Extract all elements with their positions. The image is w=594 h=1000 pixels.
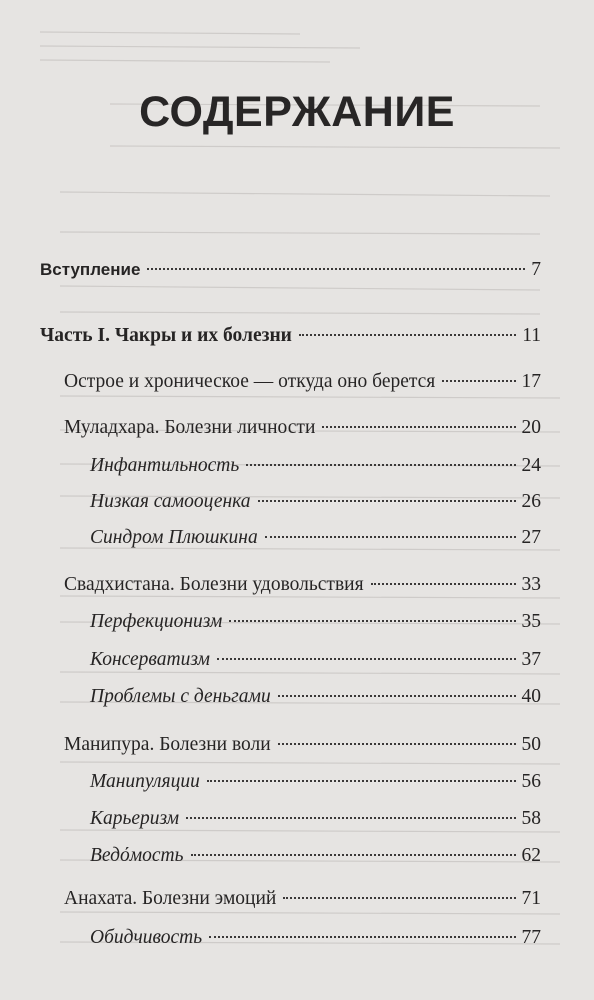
dot-leader <box>371 583 516 585</box>
toc-entry-page: 20 <box>521 417 541 438</box>
toc-entry-label: Острое и хроническое — откуда оно берется <box>64 371 436 392</box>
toc-entry-label: Свадхистана. Болезни удовольствия <box>64 574 364 595</box>
toc-entry-page: 11 <box>522 325 541 346</box>
toc-entry-perfectionism[interactable] <box>90 609 541 635</box>
toc-entry-part-1[interactable] <box>40 323 541 349</box>
toc-entry-page: 56 <box>521 771 541 792</box>
page-title: СОДЕРЖАНИЕ <box>139 88 455 136</box>
dot-leader <box>299 334 516 336</box>
dot-leader <box>322 426 515 428</box>
toc-entry-label: Манипуляции <box>90 771 200 792</box>
dot-leader <box>278 743 516 745</box>
toc-entry-manipulations[interactable] <box>90 769 541 795</box>
dot-leader <box>217 658 516 660</box>
toc-entry-label: Консерватизм <box>90 649 210 670</box>
dot-leader <box>265 536 516 538</box>
toc-entry-anahata[interactable] <box>64 886 541 912</box>
toc-entry-label: Низкая самооценка <box>90 491 251 512</box>
toc-entry-touchiness[interactable] <box>90 925 541 951</box>
toc-entry-page: 62 <box>521 845 541 866</box>
toc-entry-page: 71 <box>521 888 541 909</box>
dot-leader <box>442 380 515 382</box>
toc-entry-careerism[interactable] <box>90 806 541 832</box>
toc-entry-label: Часть I. Чакры и их болезни <box>40 325 292 346</box>
dot-leader <box>186 817 515 819</box>
dot-leader <box>283 897 515 899</box>
dot-leader <box>246 464 515 466</box>
toc-entry-page: 33 <box>521 574 541 595</box>
toc-entry-submissiveness[interactable] <box>90 843 541 869</box>
dot-leader <box>191 854 516 856</box>
toc-entry-page: 17 <box>521 371 541 392</box>
toc-entry-plyushkin-syndrome[interactable] <box>90 525 541 551</box>
toc-entry-page: 27 <box>521 527 541 548</box>
toc-entry-low-self-esteem[interactable] <box>90 489 541 515</box>
toc-entry-label: Вступление <box>40 260 141 279</box>
toc-entry-page: 24 <box>521 455 541 476</box>
dot-leader <box>278 695 516 697</box>
toc-entry-label: Муладхара. Болезни личности <box>64 417 316 438</box>
toc-entry-label: Анахата. Болезни эмоций <box>64 888 277 909</box>
toc-entry-money-problems[interactable] <box>90 684 541 710</box>
toc-entry-page: 37 <box>521 649 541 670</box>
dot-leader <box>209 936 515 938</box>
toc-entry-acute-chronic[interactable] <box>64 369 541 395</box>
dot-leader <box>229 620 515 622</box>
toc-entry-page: 50 <box>521 734 541 755</box>
dot-leader <box>207 780 516 782</box>
toc-entry-conservatism[interactable] <box>90 647 541 673</box>
toc-entry-muladhara[interactable] <box>64 415 541 441</box>
toc-entry-label: Карьеризм <box>90 808 180 829</box>
toc-entry-label: Обидчивость <box>90 927 203 948</box>
toc-entry-page: 26 <box>521 491 541 512</box>
toc-entry-page: 40 <box>521 686 541 707</box>
toc-entry-infantilism[interactable] <box>90 453 541 479</box>
toc-entry-label: Синдром Плюшкина <box>90 527 258 548</box>
toc-entry-label: Перфекционизм <box>90 611 223 632</box>
dot-leader <box>258 500 516 502</box>
toc-entry-introduction[interactable] <box>40 257 541 283</box>
toc-entry-page: 7 <box>531 259 541 280</box>
toc-entry-label: Манипура. Болезни воли <box>64 734 271 755</box>
toc-entry-page: 77 <box>521 927 541 948</box>
toc-entry-label: Инфантильность <box>90 455 240 476</box>
toc-entry-manipura[interactable] <box>64 732 541 758</box>
toc-entry-page: 58 <box>521 808 541 829</box>
toc-entry-label: Ведόмость <box>90 845 184 866</box>
toc-entry-label: Проблемы с деньгами <box>90 686 271 707</box>
dot-leader <box>147 268 525 270</box>
toc-entry-svadhisthana[interactable] <box>64 572 541 598</box>
toc-entry-page: 35 <box>521 611 541 632</box>
